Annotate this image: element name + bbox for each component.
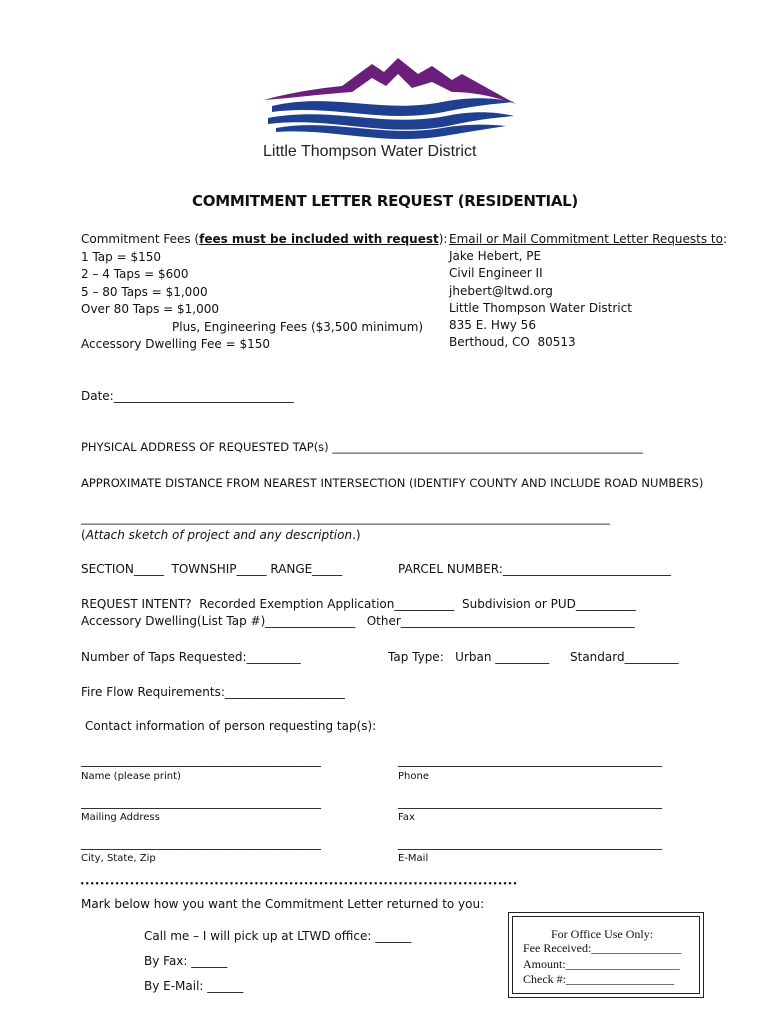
fax-field[interactable]: ____________________________________________: [398, 795, 662, 809]
distance-field[interactable]: ____________________________________________________________________________________________: [81, 511, 610, 525]
logo-org-name: Little Thompson Water District: [263, 143, 477, 160]
attach-note: (Attach sketch of project and any description.): [81, 528, 361, 542]
logo-mountains: [264, 58, 516, 104]
taps-requested-field[interactable]: Number of Taps Requested:_________: [81, 650, 301, 664]
city-state-zip-label: City, State, Zip: [81, 853, 156, 864]
date-field[interactable]: Date:______________________________: [81, 389, 294, 403]
request-intent-line-2[interactable]: Accessory Dwelling(List Tap #)_______________ Other_______________________________________: [81, 614, 635, 628]
phone-field[interactable]: ____________________________________________: [398, 753, 662, 767]
fee-line: 2 – 4 Taps = $600: [81, 267, 189, 281]
office-use-heading: For Office Use Only:: [551, 927, 654, 941]
office-check-number: Check #:__________________: [523, 972, 674, 986]
contact-info-heading: Contact information of person requesting tap(s):: [85, 719, 377, 733]
fees-emphasis: fees must be included with request: [199, 232, 439, 246]
fee-line: 1 Tap = $150: [81, 250, 161, 264]
mailing-address-field[interactable]: ________________________________________: [81, 795, 321, 809]
fees-heading: Commitment Fees (fees must be included with request):: [81, 232, 448, 246]
phone-label: Phone: [398, 771, 429, 782]
contact-heading: Email or Mail Commitment Letter Requests to:: [449, 232, 728, 246]
contact-line: 835 E. Hwy 56: [449, 318, 536, 332]
name-field[interactable]: ________________________________________: [81, 753, 321, 767]
contact-line: Civil Engineer II: [449, 266, 543, 280]
address-field[interactable]: PHYSICAL ADDRESS OF REQUESTED TAP(s) ______________________________________________________: [81, 440, 643, 454]
fee-line: Over 80 Taps = $1,000: [81, 302, 219, 316]
section-township-range[interactable]: SECTION_____ TOWNSHIP_____ RANGE_____: [81, 562, 343, 576]
fire-flow-field[interactable]: Fire Flow Requirements:____________________: [81, 685, 345, 699]
return-call-me-option[interactable]: Call me – I will pick up at LTWD office: ______: [144, 929, 412, 943]
page-title: COMMITMENT LETTER REQUEST (RESIDENTIAL): [192, 192, 578, 210]
return-email-option[interactable]: By E-Mail: ______: [144, 979, 244, 993]
contact-line: Berthoud, CO 80513: [449, 335, 576, 349]
email-label: E-Mail: [398, 853, 429, 864]
request-intent-line-1[interactable]: REQUEST INTENT? Recorded Exemption Application__________ Subdivision or PUD__________: [81, 597, 636, 611]
email-field[interactable]: ____________________________________________: [398, 836, 662, 850]
fee-line: 5 – 80 Taps = $1,000: [81, 285, 208, 299]
contact-email: jhebert@ltwd.org: [449, 284, 553, 298]
city-state-zip-field[interactable]: ________________________________________: [81, 836, 321, 850]
contact-line: Little Thompson Water District: [449, 301, 632, 315]
office-amount: Amount:___________________: [523, 957, 680, 971]
return-method-heading: Mark below how you want the Commitment Letter returned to you:: [81, 897, 485, 911]
fax-label: Fax: [398, 812, 415, 823]
name-label: Name (please print): [81, 771, 181, 782]
mailing-address-label: Mailing Address: [81, 812, 160, 823]
tap-type-standard[interactable]: Standard_________: [570, 650, 679, 664]
parcel-number-field[interactable]: PARCEL NUMBER:____________________________: [398, 562, 671, 576]
accessory-fee: Accessory Dwelling Fee = $150: [81, 337, 270, 351]
office-fee-received: Fee Received:_______________: [523, 941, 682, 955]
tap-type-urban[interactable]: Tap Type: Urban _________: [388, 650, 550, 664]
return-fax-option[interactable]: By Fax: ______: [144, 954, 228, 968]
dotted-separator: ••••••••••••••••••••••••••••••••••••••••••••••••••••••••••••••••••••••••••••••••••••••••: [80, 880, 518, 888]
engineering-fee: Plus, Engineering Fees ($3,500 minimum): [172, 320, 424, 334]
office-use-box: [508, 912, 704, 998]
contact-line: Jake Hebert, PE: [449, 249, 542, 263]
distance-label: APPROXIMATE DISTANCE FROM NEAREST INTERSECTION (IDENTIFY COUNTY AND INCLUDE ROAD NUMBERS): [81, 476, 704, 490]
